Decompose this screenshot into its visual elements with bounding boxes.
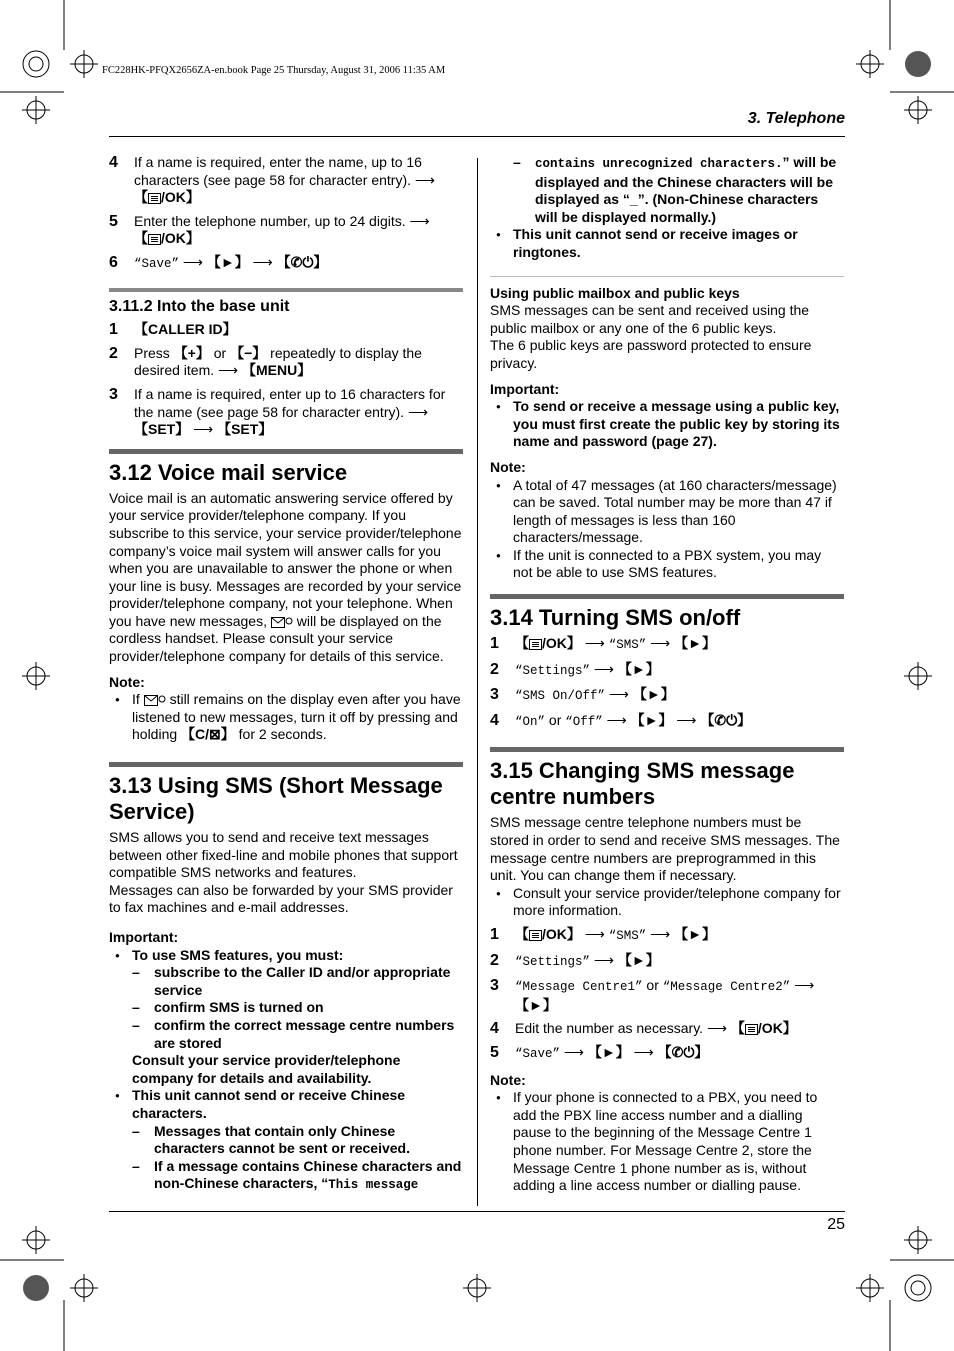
note-item-1: ● A total of 47 messages (at 160 characters/message) can be saved. Total number may be more than 47 if length of messages is less than 160 characters/message. <box>490 477 844 547</box>
off-icon: ✆ <box>714 711 727 728</box>
menu-icon <box>148 193 161 204</box>
mailbox-paragraph-2: The 6 public keys are password protected to ensure privacy. <box>490 337 812 371</box>
important-sub-3: – confirm the correct message centre numbers are stored <box>109 1017 463 1052</box>
sms-onoff-step-1: 1 【 /OK】 ⟶ “SMS” ⟶ 【►】 <box>490 635 716 653</box>
sms-paragraph: SMS allows you to send and receive text messages between other fixed-line and mobile phones that support compatible SMS networks and features. <box>109 829 458 881</box>
header-rule <box>109 136 845 137</box>
base-step-3: 3 If a name is required, enter up to 16 characters for the name (see page 58 for character entry). ⟶ 【SET】 ⟶ 【SET】 <box>109 385 446 438</box>
menu-ok-key: 【 /OK】 <box>515 635 581 652</box>
clear-key: 【C/⊠】 <box>181 726 235 743</box>
voice-mail-note: ● If still remains on the display even after you have listened to new messages, turn it off by pressing and holding 【C/⊠】 for 2 seconds. <box>109 691 463 744</box>
column-divider <box>477 158 478 1206</box>
important-sub-5-cont: – contains unrecognized characters.” will be displayed and the Chinese characters will be displayed as “_”. (Non-Chinese characters will be displayed normally.) <box>490 154 844 226</box>
right-key: 【►】 <box>630 711 673 728</box>
menu-ok-key: 【 /OK】 <box>134 189 200 206</box>
heading-3-13: 3.13 Using SMS (Short Message Service) <box>109 762 463 825</box>
book-info: FC228HK-PFQX2656ZA-en.book Page 25 Thursday, August 31, 2006 11:35 AM <box>102 65 446 76</box>
important-sub-4: – Messages that contain only Chinese characters cannot be sent or received. <box>109 1123 463 1158</box>
page-number: 25 <box>827 1216 845 1233</box>
off-icon: ✆ <box>671 1043 684 1060</box>
step-5: 5 Enter the telephone number, up to 24 digits. ⟶ 【 /OK】 <box>109 212 430 247</box>
important-label-2: Important: <box>490 380 560 397</box>
left-column <box>109 154 463 1195</box>
right-key: 【►】 <box>617 951 660 968</box>
off-key: 【✆⏻】 <box>276 253 328 270</box>
right-key: 【►】 <box>587 1043 630 1060</box>
off-key: 【✆⏻】 <box>700 711 752 728</box>
centre-step-1: 1 【 /OK】 ⟶ “SMS” ⟶ 【►】 <box>490 926 716 943</box>
base-step-2: 2 Press 【+】 or 【−】 repeatedly to display the desired item. ⟶ 【MENU】 <box>109 344 422 379</box>
right-key: 【►】 <box>674 926 716 942</box>
menu-icon <box>745 1024 758 1035</box>
sms-onoff-step-4: 4 “On” or “Off” ⟶ 【►】 ⟶ 【✆⏻】 <box>490 711 752 729</box>
centre-step-3: 3 “Message Centre1” or “Message Centre2” ⟶ 【►】 <box>490 977 815 1013</box>
centre-step-2: 2 “Settings” ⟶ 【►】 <box>490 951 660 969</box>
sms-onoff-step-3: 3 “SMS On/Off” ⟶ 【►】 <box>490 686 675 704</box>
menu-ok-key: 【 /OK】 <box>730 1020 797 1037</box>
voice-mail-icon <box>144 694 166 707</box>
important-item-3: ● This unit cannot send or receive images or ringtones. <box>490 226 844 261</box>
note-item-2: ● If the unit is connected to a PBX system, you may not be able to use SMS features. <box>490 547 844 582</box>
base-step-1: 1 【CALLER ID】 <box>109 321 237 339</box>
note-label-2: Note: <box>490 458 526 475</box>
step-6: 6 “Save” ⟶ 【►】 ⟶ 【✆⏻】 <box>109 253 328 271</box>
footer-rule <box>109 1211 845 1212</box>
centre-number-paragraph: SMS message centre telephone numbers must be stored in order to send and receive SMS messages. The message centre numbers are preprogrammed in this unit. You can change them if necessary. <box>490 814 840 884</box>
important-item-4: ● To send or receive a message using a public key, you must first create the public key by storing its name and password (page 27). <box>490 398 844 451</box>
right-column <box>490 154 844 1195</box>
heading-3-12: 3.12 Voice mail service <box>109 449 463 486</box>
off-key: 【✆⏻】 <box>657 1043 709 1060</box>
menu-icon <box>529 930 542 941</box>
heading-public-mailbox: Using public mailbox and public keys <box>490 276 844 303</box>
important-item-1: ● To use SMS features, you must: <box>109 947 463 965</box>
important-sub-2: – confirm SMS is turned on <box>109 999 463 1017</box>
running-head: 3. Telephone <box>747 110 845 127</box>
right-key: 【►】 <box>632 686 675 703</box>
menu-ok-key: 【 /OK】 <box>134 230 200 247</box>
important-label: Important: <box>109 929 179 945</box>
mailbox-paragraph-1: SMS messages can be sent and received using the public mailbox or any one of the 6 public keys. <box>490 302 810 336</box>
heading-3-14: 3.14 Turning SMS on/off <box>490 594 844 631</box>
right-key: 【►】 <box>674 635 716 652</box>
centre-step-4: 4 Edit the number as necessary. ⟶ 【 /OK】 <box>490 1020 797 1038</box>
important-extra: Consult your service provider/telephone company for details and availability. <box>132 1052 401 1086</box>
menu-icon <box>148 234 161 245</box>
right-key: 【►】 <box>515 996 557 1013</box>
voice-mail-icon <box>271 616 293 629</box>
important-item-2: ● This unit cannot send or receive Chinese characters. <box>109 1087 463 1122</box>
off-icon: ✆ <box>290 253 303 270</box>
menu-icon <box>529 639 542 650</box>
note-label-3: Note: <box>490 1071 526 1088</box>
important-sub-5: – If a message contains Chinese characters and non-Chinese characters, “This message <box>109 1158 463 1195</box>
step-4: 4 If a name is required, enter the name, up to 16 characters (see page 58 for character entry). ⟶ 【 /OK】 <box>109 154 435 206</box>
centre-number-bullet: ● Consult your service provider/telephone company for more information. <box>490 885 844 920</box>
clear-icon: ⊠ <box>209 726 221 743</box>
menu-ok-key: 【 /OK】 <box>515 926 581 942</box>
centre-step-5: 5 “Save” ⟶ 【►】 ⟶ 【✆⏻】 <box>490 1043 709 1061</box>
voice-mail-paragraph: Voice mail is an automatic answering service offered by your service provider/telephone company. If you subscribe to this service, your service provider/telephone company’s voice mail system will answer calls for you when you are unavailable to answer the phone or when your line is busy. Messages are recorded by your service provider/telephone company, not your telephone. When you have new messages, will be displayed on the cordless handset. Please consult your service provider/telephone company for details of this service. <box>109 489 462 665</box>
right-key: 【►】 <box>617 660 660 677</box>
note-item-3: ● If your phone is connected to a PBX, you need to add the PBX line access number and a dialling pause to the beginning of the Message Centre 1 phone number. For Message Centre 2, store the Message Centre 1 phone number as is, without adding a line access number or dialling pause. <box>490 1089 844 1195</box>
important-sub-1: – subscribe to the Caller ID and/or appropriate service <box>109 964 463 999</box>
note-label: Note: <box>109 673 145 690</box>
heading-3-15: 3.15 Changing SMS message centre numbers <box>490 747 844 810</box>
right-key: 【►】 <box>206 253 249 270</box>
heading-3-11-2: 3.11.2 Into the base unit <box>109 288 463 316</box>
sms-onoff-step-2: 2 “Settings” ⟶ 【►】 <box>490 660 660 678</box>
sms-paragraph-2: Messages can also be forwarded by your SMS provider to fax machines and e-mail addresses. <box>109 881 453 916</box>
